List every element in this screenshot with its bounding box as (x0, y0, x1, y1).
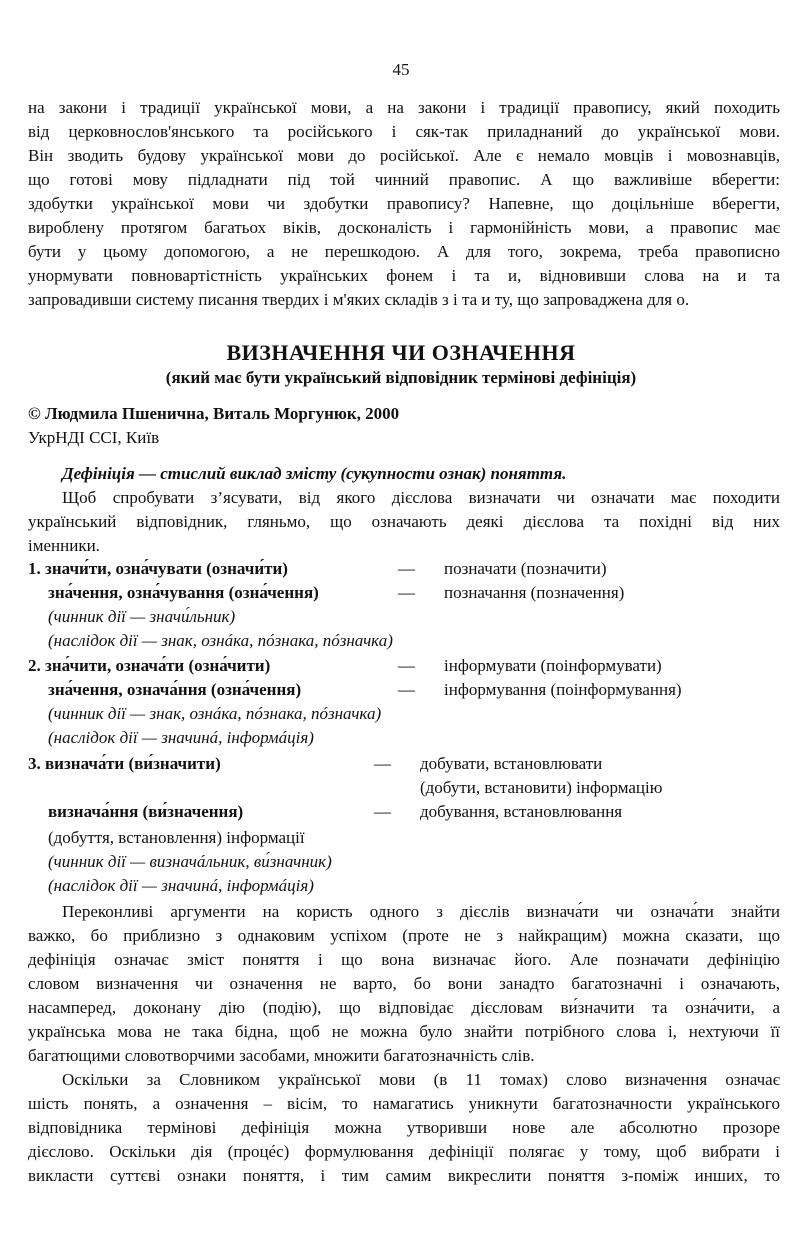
text-line: що готові мову підладнати під той чинний правопис. А що важливіше вберегти: (28, 170, 780, 189)
text-line: дієслово. Оскільки дія (процéс) формулювання дефініції полягає у тому, щоб вибрати і (28, 1142, 780, 1161)
entry-right: інформувати (поінформувати) (444, 656, 662, 675)
entry-right: добування, встановлювання (420, 802, 623, 821)
definition-line: Дефініція — стислий виклад змісту (сукупности ознак) поняття. (62, 464, 567, 483)
entry-note: (наслідок дії — значинá, інформáція) (48, 728, 314, 747)
entry-left: 2. зна́чити, означа́ти (озна́чити) (28, 656, 271, 675)
text-line: багатющими словотворчими засобами, множити багатозначність слів. (28, 1046, 535, 1065)
entry-right: позначання (позначення) (444, 583, 625, 602)
entry-dash: — (398, 559, 415, 578)
entry-right: позначати (позначити) (444, 559, 607, 578)
page-number: 45 (392, 60, 410, 79)
entry-note: (чинник дії — визначáльник, ви́значник) (48, 852, 332, 871)
entry-note: (чинник дії — значи́льник) (48, 607, 236, 626)
entry-note: (чинник дії — знак, ознáка, пóзнака, пóзначка) (48, 704, 382, 723)
entry-dash: — (398, 680, 415, 699)
lead-paragraph (28, 486, 780, 558)
entry-dash: — (374, 754, 391, 773)
text-line: насамперед, доконану дію (подію), що відповідає дієсловам ви́значити та озна́чити, а (28, 998, 780, 1017)
text-line: вироблену протягом багатьох віків, досконалість і гармонійність мови, а правопис має (28, 218, 780, 237)
authors-line: © Людмила Пшенична, Виталь Моргунюк, 2000 (28, 404, 400, 423)
text-line: словом визначення чи означення не варто, бо вони занадто багатозначні і означають, (28, 974, 780, 993)
intro-paragraph (28, 96, 780, 312)
text-line: український відповідник, гляньмо, що означають деякі дієслова та похідні від них (28, 512, 780, 531)
text-line: іменники. (28, 536, 100, 555)
body-paragraph-2 (28, 1068, 780, 1188)
text-line: бути у цьому допомогою, а не перешкодою. А для того, зокрема, треба правописно (28, 242, 780, 261)
entry-dash: — (398, 656, 415, 675)
affiliation-line: УкрНДІ ССІ, Київ (28, 428, 160, 447)
entry-right: інформування (поінформування) (444, 680, 682, 699)
entry-left: зна́чення, озна́чування (озна́чення) (48, 583, 319, 602)
text-line: Він зводить будову української мови до російської. Але є немало мовців і мовознавців, (28, 146, 780, 165)
entry-left: 1. значи́ти, озна́чувати (означи́ти) (28, 559, 288, 578)
entry-note: (наслідок дії — знак, ознáка, пóзнака, пóзначка) (48, 631, 393, 650)
text-line: шість понять, а означення – вісім, то намагатись уникнути багатозначности українського (28, 1094, 780, 1113)
text-line: українська мова не така бідна, щоб не можна було знайти потрібного слова і, нехтуючи її (28, 1022, 780, 1041)
text-line: дефініція означає зміст поняття і що вона визначає його. Але позначати дефініцію (28, 950, 780, 969)
entry-right: добувати, встановлювати (420, 754, 603, 773)
entry-note: (добуття, встановлення) інформації (48, 828, 305, 847)
entry-right: (добути, встановити) інформацію (420, 778, 663, 797)
article-title: ВИЗНАЧЕННЯ ЧИ ОЗНАЧЕННЯ (226, 340, 576, 365)
entry-note: (наслідок дії — значинá, інформáція) (48, 876, 314, 895)
entry-left: зна́чення, означа́ння (озна́чення) (48, 680, 302, 699)
text-line: Переконливі аргументи на користь одного з дієслів визнача́ти чи означа́ти знайти (62, 902, 780, 921)
text-line: Щоб спробувати з’ясувати, від якого дієслова визначати чи означати має походити (62, 488, 780, 507)
body-paragraph-1 (28, 900, 780, 1068)
text-line: важко, бо приблизно з однаковим успіхом (проте не з найкращим) можна сказати, що (28, 926, 780, 945)
text-line: відповідника термінові дефініція можна утворивши нове але абсолютно прозоре (28, 1118, 780, 1137)
text-line: здобутки української мови чи здобутки правопису? Напевне, що доцільніше вберегти, (28, 194, 780, 213)
entry-left: визнача́ння (ви́значення) (48, 802, 244, 821)
entry-dash: — (398, 583, 415, 602)
text-line: унормувати повновартістність українських фонем і та и, відновивши слова на и та (28, 266, 780, 285)
text-line: від церковнослов'янського та російського і сяк-так приладнаний до української мови. (28, 122, 780, 141)
entry-left: 3. визнача́ти (ви́значити) (28, 754, 221, 773)
text-line: запровадивши систему писання твердих і м'яких складів з і та и ту, що запроваджена для о. (28, 290, 690, 309)
text-line: на закони і традиції української мови, а на закони і традиції правопису, який походить (28, 98, 780, 117)
article-subtitle: (який має бути український відповідник термінові дефініція) (165, 368, 637, 387)
text-line: викласти суттєві ознаки поняття, і тим самим викреслити поняття з-поміж инших, то (28, 1166, 780, 1185)
text-line: Оскільки за Словником української мови (в 11 томах) слово визначення означає (62, 1070, 780, 1089)
entry-dash: — (374, 802, 391, 821)
